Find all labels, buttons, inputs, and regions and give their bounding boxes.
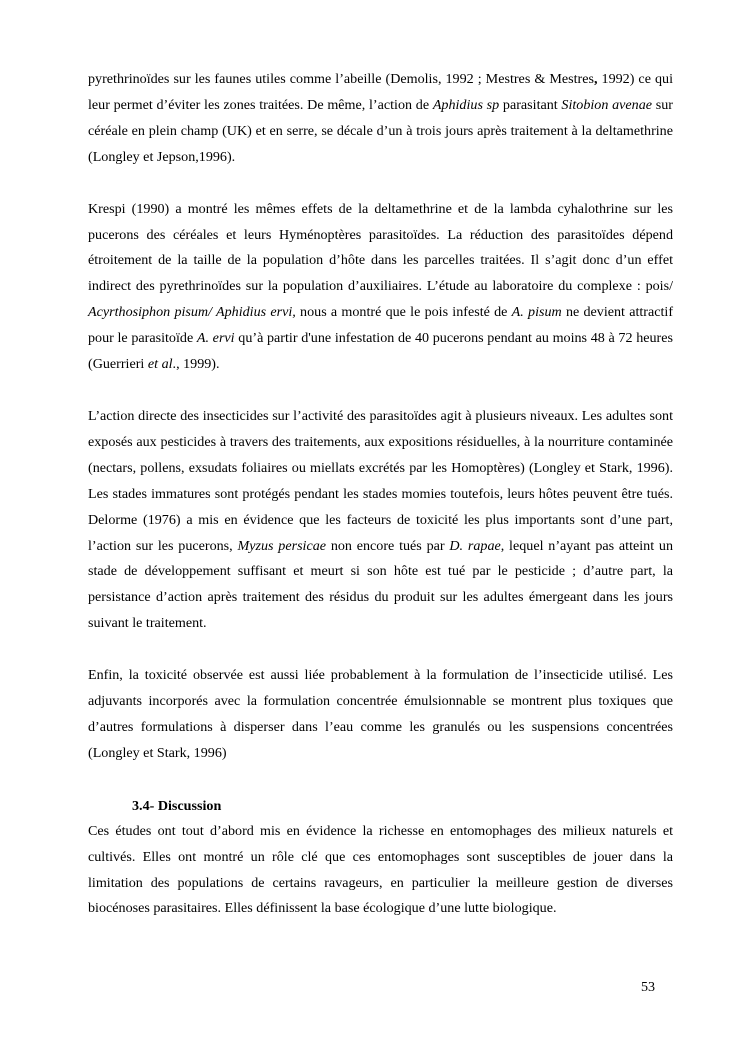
page-number: 53 bbox=[641, 979, 656, 995]
text-run: nous a montré que le pois infesté de bbox=[295, 304, 512, 321]
text-run: Krespi (1990) a montré les mêmes effets de la deltamethrine et de la lambda cyhalothrine sur les pucerons des céréales et leurs Hyménoptères parasitoïdes. La réduction des parasitoïdes dépend étroitement de la taille de la population d’hôte dans les parcelles traitées. Il s’agit donc d’un effet indirect des pyrethrinoïdes sur la population d’auxiliaires. L’étude au laboratoire du complexe : pois/ bbox=[88, 200, 673, 295]
italic-text: Acyrthosiphon pisum/ Aphidius ervi, bbox=[88, 304, 296, 321]
italic-text: A. pisum bbox=[511, 304, 562, 321]
text-run: ne devient attractif pour le parasitoïde bbox=[88, 304, 674, 347]
bold-text: , bbox=[593, 71, 598, 87]
italic-text: D. rapae bbox=[449, 537, 501, 554]
text-run: ., 1999). bbox=[172, 356, 220, 373]
text-run: qu’à partir d'une infestation de 40 pucerons pendant au moins 48 à 72 heures (Guerrieri bbox=[88, 330, 673, 373]
text-run: 1992) ce qui leur permet d’éviter les zones traitées. De même, l’action de bbox=[88, 71, 673, 113]
text-run: Ces études ont tout d’abord mis en évidence la richesse en entomophages des milieux naturels et cultivés. Elles ont montré un rôle clé que ces entomophages sont susceptibles de jouer dans la limitation des populations de certains ravageurs, en particulier la meilleure gestion de diverses biocénoses parasitaires. Elles définissent la base écologique d’une lutte biologique. bbox=[88, 822, 673, 917]
text-run: pyrethrinoïdes sur les faunes utiles comme l’abeille (Demolis, 1992 ; Mestres & Mestres bbox=[88, 71, 594, 87]
section-heading-discussion: 3.4- Discussion bbox=[132, 797, 222, 814]
paragraph-formulation bbox=[88, 663, 673, 767]
italic-text: et al bbox=[147, 356, 173, 373]
paragraph-pyrethrinoides bbox=[88, 67, 673, 171]
italic-text: A. ervi bbox=[196, 330, 235, 347]
paragraph-krespi bbox=[88, 197, 673, 378]
text-run: sur céréale en plein champ (UK) et en serre, se décale d’un à trois jours après traitement à la deltamethrine (Longley et Jepson,1996). bbox=[88, 96, 673, 165]
paragraph-discussion bbox=[88, 819, 673, 923]
text-run: Enfin, la toxicité observée est aussi liée probablement à la formulation de l’insecticide utilisé. Les adjuvants incorporés avec la formulation concentrée émulsionnable se montrent plus toxiques que d’autres formulations à disperser dans l’eau comme les granulés ou les suspensions concentrées (Longley et Stark, 1996) bbox=[88, 667, 673, 761]
text-run: , lequel n’ayant pas atteint un stade de développement suffisant et meurt si son hôte est tué par le pesticide ; d’autre part, la persistance d’action après traitement des résidus du produit sur les adultes émergeant dans les jours suivant le traitement. bbox=[88, 537, 674, 632]
italic-text: Myzus persicae bbox=[237, 537, 327, 554]
text-run: non encore tués par bbox=[326, 537, 450, 554]
italic-text: Aphidius sp bbox=[432, 96, 500, 113]
paragraph-action-directe bbox=[88, 404, 673, 637]
document-page bbox=[88, 67, 673, 922]
text-run: parasitant bbox=[499, 96, 562, 113]
italic-text: Sitobion avenae bbox=[561, 96, 653, 113]
text-run: L’action directe des insecticides sur l’activité des parasitoïdes agit à plusieurs niveaux. Les adultes sont exposés aux pesticides à travers des traitements, aux expositions résiduelles, à la nourriture contaminée (nectars, pollens, exsudats foliaires ou miellats excrétés par les Homoptères) (Longley et Stark, 1996). Les stades immatures sont protégés pendant les stades momies toutefois, leurs hôtes peuvent être tués. Delorme (1976) a mis en évidence que les facteurs de toxicité les plus importants sont d’une part, l’action sur les pucerons, bbox=[88, 407, 673, 554]
